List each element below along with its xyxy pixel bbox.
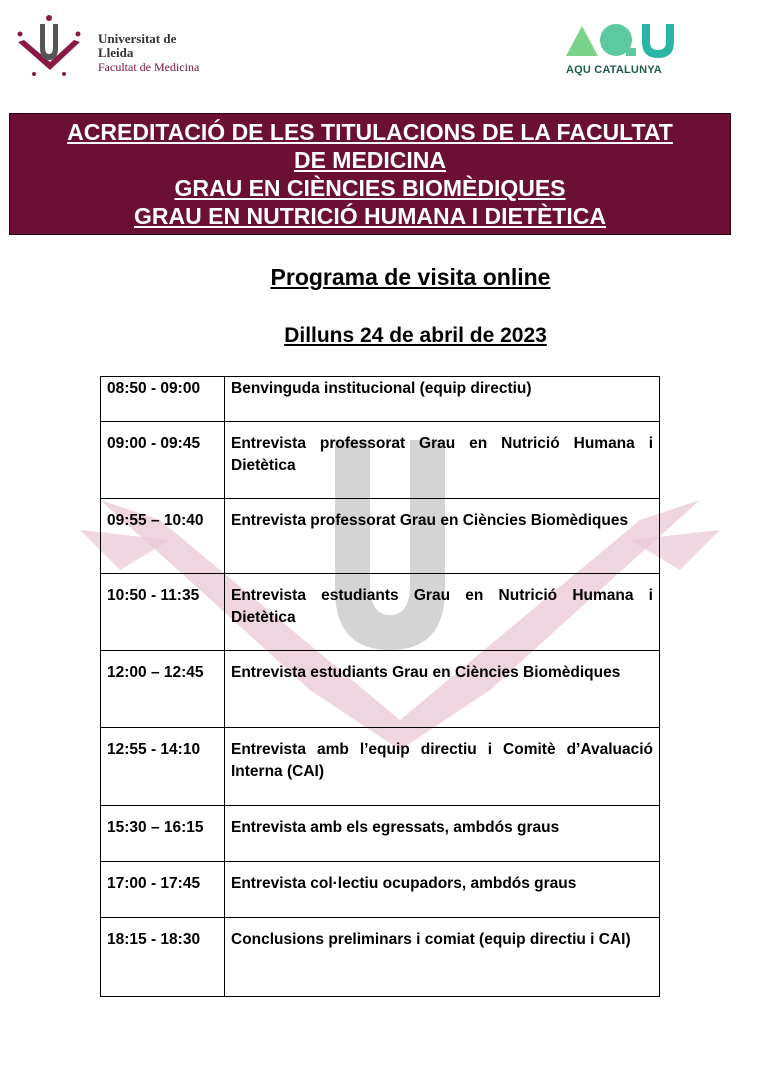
schedule-activity: Benvinguda institucional (equip directiu): [231, 380, 532, 397]
schedule-row: [100, 816, 660, 872]
schedule-row: [100, 661, 660, 738]
banner-line: GRAU EN NUTRICIÓ HUMANA I DIETÈTICA: [134, 203, 606, 229]
schedule-row: [100, 376, 660, 432]
schedule-activity: Entrevista amb els egressats, ambdós graus: [231, 819, 560, 836]
university-name: Universitat de Lleida: [98, 31, 177, 60]
title-banner: [9, 113, 731, 235]
program-title: Programa de visita online: [270, 264, 551, 290]
schedule-activity: Entrevista professorat Grau en Ciències Biomèdiques: [231, 512, 629, 529]
schedule-activity: Entrevista estudiants Grau en Nutrició Humana i Dietètica: [231, 587, 653, 626]
schedule-row: [100, 872, 660, 928]
aqu-mark-icon: [564, 20, 676, 60]
schedule-activity: Entrevista amb l’equip directiu i Comitè d’Avaluació Interna (CAI): [231, 741, 653, 780]
schedule-time: 17:00 - 17:45: [101, 872, 225, 917]
schedule-activity: Entrevista estudiants Grau en Ciències Biomèdiques: [231, 664, 621, 681]
schedule-activity: Entrevista col·lectiu ocupadors, ambdós graus: [231, 875, 577, 892]
aqu-name: AQU CATALUNYA: [566, 64, 662, 76]
schedule-time: 09:55 – 10:40: [101, 509, 225, 573]
schedule-activity: Entrevista professorat Grau en Nutrició Humana i Dietètica: [231, 435, 653, 474]
schedule-row: [100, 584, 660, 661]
schedule-row: [100, 928, 660, 997]
schedule-time: 18:15 - 18:30: [101, 928, 225, 996]
schedule-time: 10:50 - 11:35: [101, 584, 225, 650]
university-emblem-icon: [14, 14, 84, 80]
schedule-time: 09:00 - 09:45: [101, 432, 225, 498]
faculty-name: Facultat de Medicina: [98, 60, 200, 74]
schedule-row: [100, 738, 660, 816]
university-logo: [14, 14, 214, 84]
schedule-time: 08:50 - 09:00: [101, 377, 225, 421]
banner-line: GRAU EN CIÈNCIES BIOMÈDIQUES: [174, 175, 566, 201]
schedule-activity: Conclusions preliminars i comiat (equip directiu i CAI): [231, 931, 631, 948]
schedule-row: [100, 509, 660, 584]
schedule-row: [100, 432, 660, 509]
schedule-time: 12:55 - 14:10: [101, 738, 225, 805]
schedule-time: 15:30 – 16:15: [101, 816, 225, 861]
banner-line: DE MEDICINA: [293, 147, 447, 173]
program-date: Dilluns 24 de abril de 2023: [284, 324, 547, 347]
banner-line: ACREDITACIÓ DE LES TITULACIONS DE LA FACULTAT: [67, 119, 673, 145]
aqu-logo: [560, 20, 690, 80]
schedule-table: [100, 376, 660, 997]
schedule-time: 12:00 – 12:45: [101, 661, 225, 727]
